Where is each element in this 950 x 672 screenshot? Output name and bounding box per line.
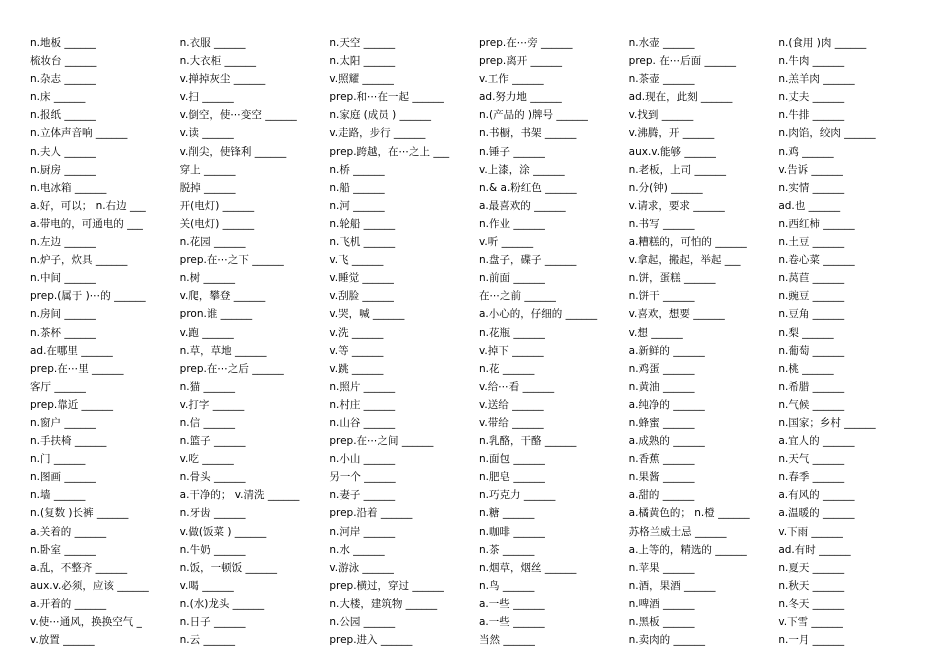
vocab-entry: v.喝 ______	[179, 579, 234, 592]
vocab-entry: n.房间 ______	[30, 308, 96, 321]
vocab-entry: n.土豆 ______	[778, 236, 845, 249]
vocab-entry: n.香蕉 ______	[628, 453, 695, 466]
vocab-entry: v.爬，攀登 ______	[179, 290, 266, 303]
vocab-entry: v.打字 ______	[179, 398, 245, 411]
vocab-entry: n.妻子 ______	[329, 489, 396, 502]
vocab-entry: n.夫人 ______	[30, 145, 96, 158]
vocab-entry: v.送给 ______	[479, 398, 544, 411]
vocab-entry: pron.谁 ______	[179, 308, 253, 321]
vocab-entry: prep.在⋯之下 ______	[179, 254, 284, 267]
vocab-entry: v.掉下 ______	[479, 344, 544, 357]
vocab-entry: n.春季 ______	[778, 471, 845, 484]
vocab-entry: v.下雪 ______	[778, 616, 843, 628]
vocab-entry: v.游泳 ______	[329, 561, 394, 574]
vocab-entry: 梳妆台 ______	[30, 55, 97, 68]
vocab-entry: n.手扶椅 ______	[30, 435, 107, 448]
vocab-entry: n.饼干 ______	[628, 290, 695, 303]
vocab-entry: 客厅 ______	[30, 380, 86, 393]
vocab-entry: v.下雨 ______	[778, 525, 843, 538]
vocab-entry: v.哭，喊 ______	[329, 308, 405, 321]
vocab-entry: n.国家；乡村 ______	[778, 416, 876, 429]
vocab-entry: n.河 ______	[329, 199, 385, 212]
vocab-entry: n.图画 ______	[30, 471, 96, 484]
vocab-entry: v.读 ______	[179, 127, 234, 140]
vocab-entry: n.丈夫 ______	[778, 91, 845, 104]
vocab-entry: n.信 ______	[179, 416, 235, 429]
vocab-entry: 穿上 ______	[179, 163, 236, 176]
vocab-entry: n.报纸 ______	[30, 109, 96, 122]
vocab-entry: n.牛排 ______	[778, 109, 845, 122]
vocab-entry: v.照耀 ______	[329, 73, 394, 86]
vocab-entry: 当然 ______	[479, 634, 535, 647]
vocab-entry: n.盘子，碟子 ______	[479, 254, 577, 267]
vocab-entry: n.秋天 ______	[778, 579, 845, 592]
vocab-entry: ad.努力地 ______	[479, 91, 562, 104]
vocab-entry: ad.有时 ______	[778, 543, 851, 556]
vocab-entry: n.村庄 ______	[329, 398, 396, 411]
vocab-entry: n.烟草，烟丝 ______	[479, 561, 577, 574]
vocab-entry: n.水 ______	[329, 543, 385, 556]
vocab-entry: v.给⋯看 ______	[479, 380, 555, 393]
vocab-entry: prep.跨越，在⋯之上 ___	[329, 145, 450, 158]
vocab-entry: n.卖肉的 ______	[628, 634, 705, 647]
vocab-entry: n.一月 ______	[778, 634, 845, 647]
vocab-entry: 关(电灯) ______	[179, 217, 255, 230]
vocab-entry: n.酒，果酒 ______	[628, 579, 716, 592]
vocab-entry: n.公园 ______	[329, 616, 396, 628]
vocab-entry: 开(电灯) ______	[179, 199, 255, 212]
vocab-entry: n.鸟 ______	[479, 579, 535, 592]
vocab-entry: v.洗 ______	[329, 326, 384, 339]
vocab-entry: prep.在⋯旁 ______	[479, 37, 573, 49]
vocab-entry: n.(食用 )肉 ______	[778, 37, 867, 49]
vocab-entry: n.炉子，炊具 ______	[30, 254, 128, 267]
vocab-entry: n.大楼，建筑物 ______	[329, 597, 438, 610]
vocab-entry: v.带给 ______	[479, 416, 544, 429]
vocab-entry: a.宜人的 ______	[778, 435, 855, 448]
vocab-entry: n.篮子 ______	[179, 435, 246, 448]
vocab-entry: a.一些 ______	[479, 597, 545, 610]
vocab-entry: n.日子 ______	[179, 616, 246, 628]
vocab-entry: n.肥皂 ______	[479, 471, 545, 484]
vocab-entry: n.(复数 )长裤 ______	[30, 507, 129, 520]
vocab-entry: v.吃 ______	[179, 453, 234, 466]
vocab-entry: v.上漆，涂 ______	[479, 163, 565, 176]
vocab-entry: n.门 ______	[30, 453, 86, 466]
vocab-entry: n.水壶 ______	[628, 37, 695, 49]
vocab-entry: n.山谷 ______	[329, 416, 396, 429]
vocab-entry: a.新鲜的 ______	[628, 344, 705, 357]
vocab-entry: a.关着的 ______	[30, 525, 107, 538]
vocab-entry: n.果酱 ______	[628, 471, 695, 484]
vocabulary-grid	[30, 34, 920, 649]
vocab-entry: v.刮脸 ______	[329, 290, 394, 303]
vocab-entry: n.前面 ______	[479, 272, 545, 285]
vocab-entry: a.带电的，可通电的 ___	[30, 217, 143, 230]
vocab-entry: prep.(属于 )⋯的 ______	[30, 290, 146, 303]
vocab-entry: v.削尖，使锋利 ______	[179, 145, 287, 158]
vocab-entry: n.乳酪，干酪 ______	[479, 435, 577, 448]
vocab-entry: v.告诉 ______	[778, 163, 843, 176]
vocab-entry: v.走路，步行 ______	[329, 127, 426, 140]
vocab-entry: a.甜的 ______	[628, 489, 695, 502]
vocab-entry: a.乱，不整齐 ______	[30, 561, 128, 574]
vocab-entry: n.茶壶 ______	[628, 73, 695, 86]
vocab-entry: n.苹果 ______	[628, 561, 695, 574]
vocab-entry: n.地板 ______	[30, 37, 96, 49]
vocab-entry: 苏格兰威士忌 ______	[628, 525, 727, 538]
vocab-entry: n.照片 ______	[329, 380, 396, 393]
vocab-entry: n.花 ______	[479, 362, 535, 375]
vocab-entry: n.云 ______	[179, 634, 235, 647]
vocab-entry: n.卧室 ______	[30, 543, 96, 556]
vocab-entry: n.家庭 (成员 ) ______	[329, 109, 432, 122]
vocab-entry: a.小心的，仔细的 ______	[479, 308, 598, 321]
vocab-entry: prep.靠近 ______	[30, 398, 114, 411]
vocab-entry: prep.在⋯之后 ______	[179, 362, 284, 375]
vocab-entry: a.一些 ______	[479, 616, 545, 628]
vocab-entry: n.羔羊肉 ______	[778, 73, 855, 86]
vocab-entry: n.巧克力 ______	[479, 489, 556, 502]
vocab-entry: v.请求，要求 ______	[628, 199, 725, 212]
vocab-entry: a.纯净的 ______	[628, 398, 705, 411]
vocab-entry: n.桥 ______	[329, 163, 385, 176]
vocab-entry: n.小山 ______	[329, 453, 396, 466]
vocab-entry: n.厨房 ______	[30, 163, 96, 176]
vocab-entry: n.面包 ______	[479, 453, 545, 466]
vocab-entry: a.开着的 ______	[30, 597, 107, 610]
vocab-entry: v.使⋯通风，换换空气 _	[30, 616, 142, 628]
vocab-entry: n.衣服 ______	[179, 37, 246, 49]
vocab-entry: n.梨 ______	[778, 326, 834, 339]
vocab-entry: ad.现在，此刻 ______	[628, 91, 733, 104]
vocab-entry: n.饼，蛋糕 ______	[628, 272, 716, 285]
vocab-entry: n.饭，一顿饭 ______	[179, 561, 277, 574]
vocab-entry: n.花瓶 ______	[479, 326, 545, 339]
vocab-entry: v.跳 ______	[329, 362, 384, 375]
vocab-entry: v.倒空，使⋯变空 ______	[179, 109, 297, 122]
vocab-entry: a.干净的； v.清洗 ______	[179, 489, 300, 502]
vocab-entry: v.工作 ______	[479, 73, 544, 86]
vocab-entry: n.莴苣 ______	[778, 272, 845, 285]
vocab-entry: n.床 ______	[30, 91, 86, 104]
vocab-entry: prep.进入 ______	[329, 634, 413, 647]
vocab-entry: n.气候 ______	[778, 398, 845, 411]
vocab-entry: n.猫 ______	[179, 380, 235, 393]
vocab-entry: v.飞 ______	[329, 254, 384, 267]
vocab-entry: n.草，草地 ______	[179, 344, 267, 357]
vocab-entry: v.找到 ______	[628, 109, 694, 122]
vocab-entry: v.沸腾，开 ______	[628, 127, 715, 140]
vocab-entry: v.喜欢，想要 ______	[628, 308, 725, 321]
vocab-entry: n.黑板 ______	[628, 616, 695, 628]
vocab-entry: n.作业 ______	[479, 217, 545, 230]
vocab-column-6	[778, 34, 920, 649]
vocab-entry: n.肉馅，绞肉 ______	[778, 127, 876, 140]
vocab-entry: n.桃 ______	[778, 362, 834, 375]
vocab-entry: a.有风的 ______	[778, 489, 855, 502]
vocab-entry: prep. 在⋯后面 ______	[628, 55, 737, 68]
vocab-entry: n.飞机 ______	[329, 236, 396, 249]
vocab-entry: n.杂志 ______	[30, 73, 96, 86]
vocab-entry: n.葡萄 ______	[778, 344, 845, 357]
vocab-entry: n.轮船 ______	[329, 217, 396, 230]
vocab-entry: v.听 ______	[479, 236, 534, 249]
vocab-entry: n.花园 ______	[179, 236, 246, 249]
vocab-entry: v.放置 ______	[30, 634, 95, 647]
vocab-entry: v.等 ______	[329, 344, 384, 357]
vocab-entry: a.上等的，精选的 ______	[628, 543, 747, 556]
vocab-entry: n.茶 ______	[479, 543, 535, 556]
vocab-entry: prep.在⋯之间 ______	[329, 435, 434, 448]
vocab-entry: n.& a.粉红色 ______	[479, 181, 577, 194]
vocab-entry: prep.在⋯里 ______	[30, 362, 124, 375]
vocab-entry: n.电冰箱 ______	[30, 181, 107, 194]
vocab-entry: n.豆角 ______	[778, 308, 845, 321]
vocab-entry: v.扫 ______	[179, 91, 234, 104]
vocab-entry: 脱掉 ______	[179, 181, 236, 194]
vocab-entry: n.糖 ______	[479, 507, 535, 520]
vocab-entry: a.温暖的 ______	[778, 507, 855, 520]
vocab-entry: n.茶杯 ______	[30, 326, 96, 339]
vocab-entry: ad.也 ______	[778, 199, 841, 212]
vocab-entry: n.咖啡 ______	[479, 525, 545, 538]
vocab-entry: n.黄油 ______	[628, 380, 695, 393]
vocab-entry: a.成熟的 ______	[628, 435, 705, 448]
vocab-entry: 另一个 ______	[329, 471, 396, 484]
vocab-entry: v.拿起，搬起，举起 ___	[628, 254, 741, 267]
vocab-entry: n.冬天 ______	[778, 597, 845, 610]
vocab-entry: v.睡觉 ______	[329, 272, 394, 285]
vocab-column-1	[30, 34, 172, 649]
vocab-entry: n.窗户 ______	[30, 416, 96, 429]
vocab-column-4	[479, 34, 621, 649]
vocab-entry: a.好，可以； n.右边 ___	[30, 199, 146, 212]
vocab-column-3	[329, 34, 471, 649]
vocab-entry: prep.沿着 ______	[329, 507, 413, 520]
vocab-entry: n.中间 ______	[30, 272, 96, 285]
vocab-entry: n.西红柿 ______	[778, 217, 855, 230]
vocab-entry: n.书橱，书架 ______	[479, 127, 577, 140]
vocab-entry: n.左边 ______	[30, 236, 96, 249]
vocab-entry: n.河岸 ______	[329, 525, 396, 538]
vocab-entry: a.橘黄色的； n.橙 ______	[628, 507, 750, 520]
vocab-entry: n.太阳 ______	[329, 55, 396, 68]
vocab-entry: n.船 ______	[329, 181, 385, 194]
vocab-entry: prep.离开 ______	[479, 55, 563, 68]
vocab-entry: n.牙齿 ______	[179, 507, 246, 520]
vocab-entry: a.糟糕的，可怕的 ______	[628, 236, 747, 249]
vocab-entry: n.实情 ______	[778, 181, 845, 194]
vocab-entry: n.分(钟) ______	[628, 181, 703, 194]
vocab-entry: v.做(饭菜 ) ______	[179, 525, 267, 538]
vocab-entry: n.墙 ______	[30, 489, 86, 502]
vocab-entry: n.骨头 ______	[179, 471, 246, 484]
vocab-entry: n.天气 ______	[778, 453, 845, 466]
vocab-entry: v.掸掉灰尘 ______	[179, 73, 266, 86]
vocab-entry: aux.v.必须，应该 ______	[30, 579, 149, 592]
vocab-entry: a.最喜欢的 ______	[479, 199, 566, 212]
vocab-entry: n.卷心菜 ______	[778, 254, 855, 267]
vocab-entry: n.鸡 ______	[778, 145, 834, 158]
vocab-entry: n.书写 ______	[628, 217, 695, 230]
vocab-entry: n.鸡蛋 ______	[628, 362, 695, 375]
vocab-entry: n.天空 ______	[329, 37, 396, 49]
vocab-entry: n.(水)龙头 ______	[179, 597, 265, 610]
vocab-entry: ad.在哪里 ______	[30, 344, 113, 357]
vocab-entry: n.大衣柜 ______	[179, 55, 256, 68]
vocab-entry: n.啤酒 ______	[628, 597, 695, 610]
vocab-entry: n.立体声音响 ______	[30, 127, 128, 140]
vocab-column-2	[180, 34, 322, 649]
vocab-entry: n.夏天 ______	[778, 561, 845, 574]
vocab-entry: 在⋯之前 ______	[479, 290, 556, 303]
vocab-entry: n.牛肉 ______	[778, 55, 845, 68]
vocab-entry: n.豌豆 ______	[778, 290, 845, 303]
vocab-entry: v.跑 ______	[179, 326, 234, 339]
vocab-entry: n.希腊 ______	[778, 380, 845, 393]
vocab-column-5	[629, 34, 771, 649]
vocab-entry: n.蜂蜜 ______	[628, 416, 695, 429]
vocab-entry: n.老板，上司 ______	[628, 163, 726, 176]
vocab-entry: n.牛奶 ______	[179, 543, 246, 556]
vocab-entry: n.(产品的 )牌号 ______	[479, 109, 588, 122]
vocab-entry: prep.横过，穿过 ______	[329, 579, 444, 592]
vocab-entry: v.想 ______	[628, 326, 683, 339]
vocab-entry: aux.v.能够 ______	[628, 145, 716, 158]
vocab-entry: prep.和⋯在一起 ______	[329, 91, 444, 104]
vocab-entry: n.树 ______	[179, 272, 235, 285]
vocab-entry: n.锤子 ______	[479, 145, 545, 158]
